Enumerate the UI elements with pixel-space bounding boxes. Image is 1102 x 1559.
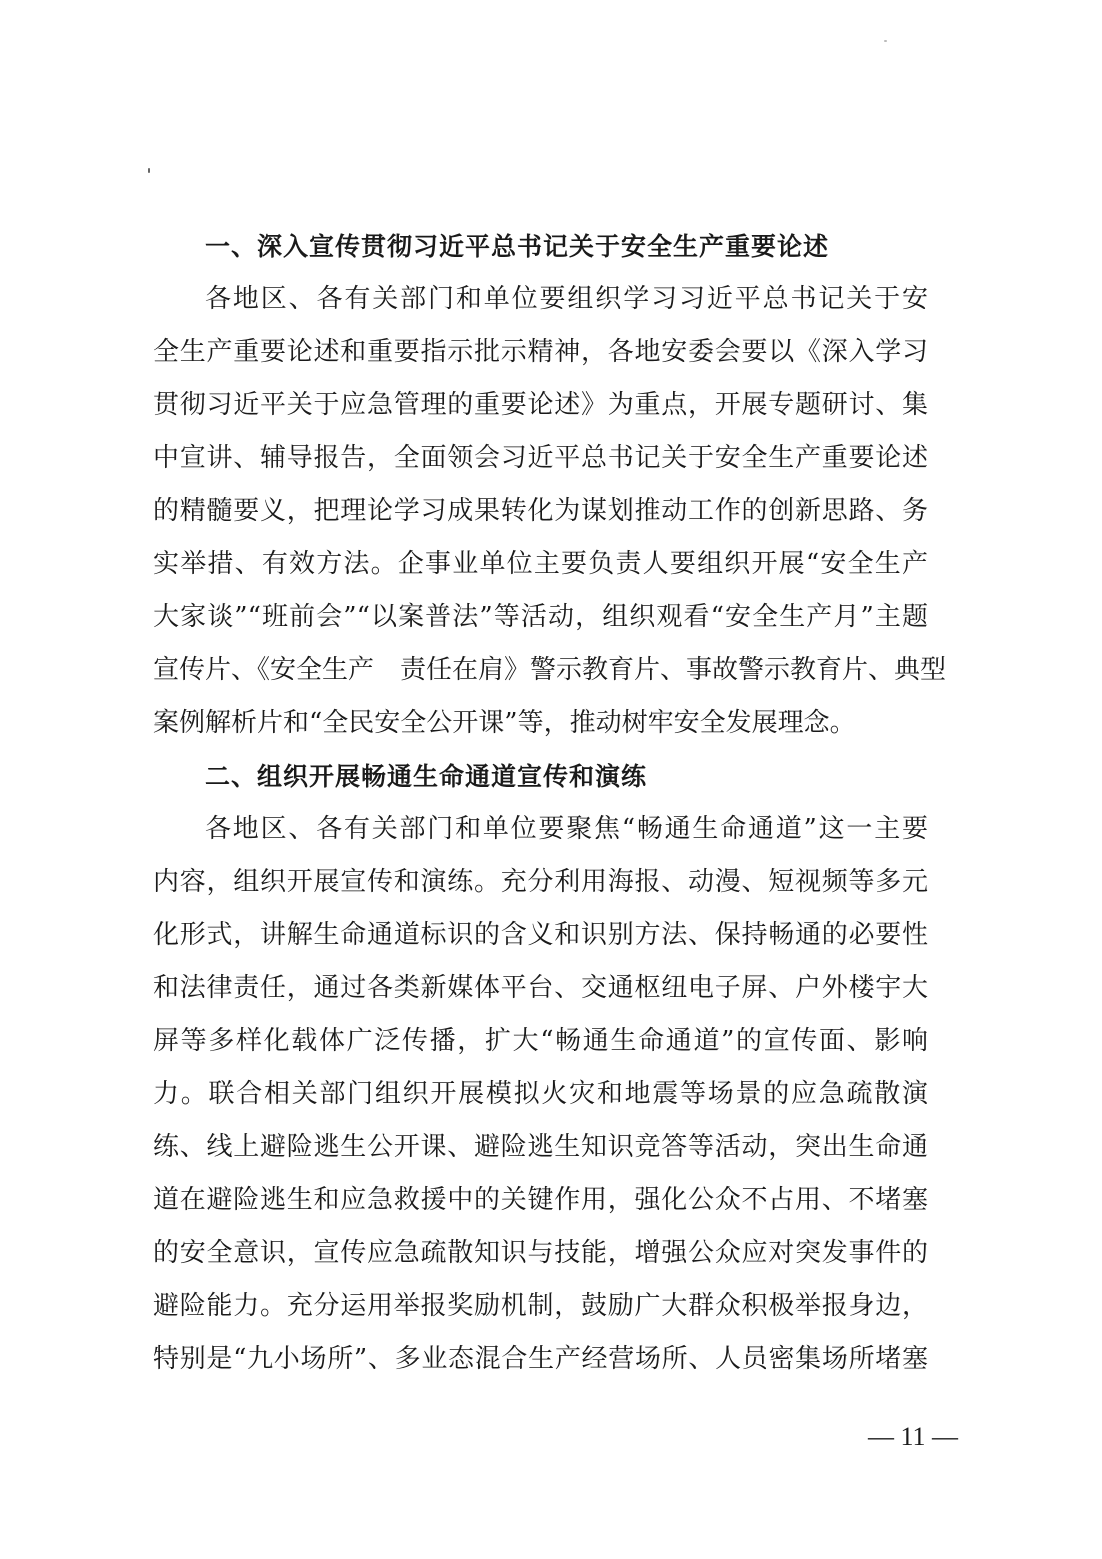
paragraph-line: 案例解析片和“全民安全公开课”等，推动树牢安全发展理念。 xyxy=(153,708,856,738)
section-heading: 二、组织开展畅通生命通道宣传和演练 xyxy=(205,762,648,791)
paragraph-line: 特别是“九小场所”、多业态混合生产经营场所、人员密集场所堵塞 xyxy=(153,1344,928,1374)
scan-speck xyxy=(148,168,150,173)
paragraph-line: 的精髓要义，把理论学习成果转化为谋划推动工作的创新思路、务 xyxy=(153,496,928,526)
paragraph-line: 各地区、各有关部门和单位要组织学习习近平总书记关于安 xyxy=(205,284,928,314)
paragraph-line: 大家谈”“班前会”“以案普法”等活动，组织观看“安全生产月”主题 xyxy=(153,602,928,632)
paragraph-line: 化形式，讲解生命通道标识的含义和识别方法、保持畅通的必要性 xyxy=(153,920,928,950)
paragraph-line: 全生产重要论述和重要指示批示精神，各地安委会要以《深入学习 xyxy=(153,337,928,367)
paragraph-line: 屏等多样化载体广泛传播，扩大“畅通生命通道”的宣传面、影响 xyxy=(153,1026,928,1056)
paragraph-line: 的安全意识，宣传应急疏散知识与技能，增强公众应对突发事件的 xyxy=(153,1238,928,1268)
paragraph-line: 练、线上避险逃生公开课、避险逃生知识竞答等活动，突出生命通 xyxy=(153,1132,928,1162)
scan-speck xyxy=(884,40,887,42)
section-heading: 一、深入宣传贯彻习近平总书记关于安全生产重要论述 xyxy=(205,232,830,261)
document-body xyxy=(153,220,947,1386)
paragraph-line: 各地区、各有关部门和单位要聚焦“畅通生命通道”这一主要 xyxy=(205,814,928,844)
paragraph-line: 力。联合相关部门组织开展模拟火灾和地震等场景的应急疏散演 xyxy=(153,1079,928,1109)
paragraph-line: 和法律责任，通过各类新媒体平台、交通枢纽电子屏、户外楼宇大 xyxy=(153,973,928,1003)
page-number: — 11 — xyxy=(868,1422,959,1451)
paragraph-line: 实举措、有效方法。企事业单位主要负责人要组织开展“安全生产 xyxy=(153,549,928,579)
paragraph-line: 避险能力。充分运用举报奖励机制，鼓励广大群众积极举报身边， xyxy=(153,1291,928,1321)
paragraph-line: 道在避险逃生和应急救援中的关键作用，强化公众不占用、不堵塞 xyxy=(153,1185,928,1215)
paragraph-line: 内容，组织开展宣传和演练。充分利用海报、动漫、短视频等多元 xyxy=(153,867,928,897)
paragraph-line: 贯彻习近平关于应急管理的重要论述》为重点，开展专题研讨、集 xyxy=(153,390,928,420)
paragraph-line: 中宣讲、辅导报告，全面领会习近平总书记关于安全生产重要论述 xyxy=(153,443,928,473)
paragraph-line: 宣传片、《安全生产 责任在肩》警示教育片、事故警示教育片、典型 xyxy=(153,655,947,685)
